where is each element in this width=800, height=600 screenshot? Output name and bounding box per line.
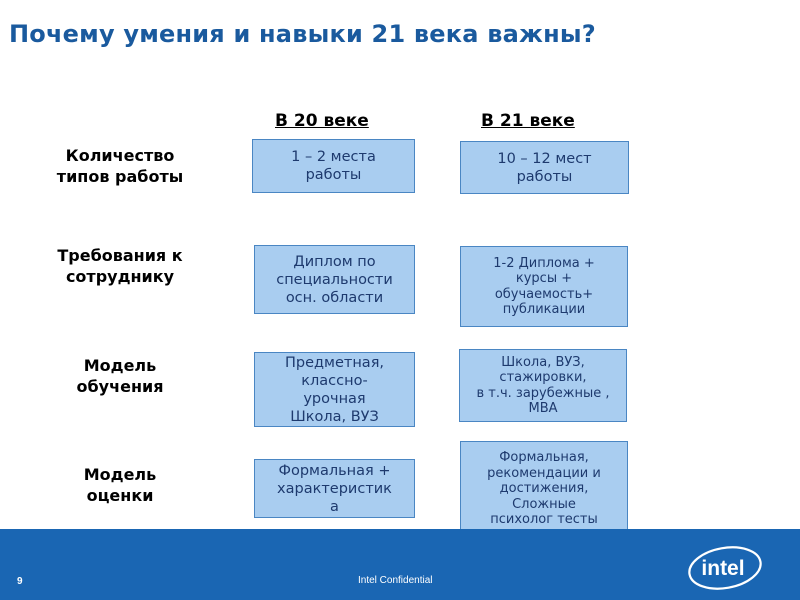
- cell-text: 10 – 12 мест работы: [497, 150, 592, 185]
- confidential-label: Intel Confidential: [358, 575, 433, 586]
- column-header-21st-century: В 21 веке: [481, 111, 575, 131]
- cell-20th-assessment-model: [254, 459, 415, 518]
- row-label-requirements: Требования к сотруднику: [57, 246, 183, 286]
- slide-title: Почему умения и навыки 21 века важны?: [9, 20, 596, 48]
- cell-21st-job-types: [460, 141, 629, 194]
- cell-21st-learning-model: [459, 349, 627, 422]
- cell-text: Диплом по специальности осн. области: [276, 253, 393, 306]
- row-label-learning-model: Модель обучения: [76, 356, 164, 396]
- cell-text: Формальная + характеристик а: [277, 462, 392, 515]
- intel-logo-icon: [685, 544, 765, 592]
- cell-text: Школа, ВУЗ, стажировки, в т.ч. зарубежные , МВА: [476, 354, 610, 416]
- cell-text: 1-2 Диплома + курсы + обучаемость+ публикации: [493, 255, 595, 317]
- cell-20th-requirements: [254, 245, 415, 314]
- cell-21st-assessment-model: [460, 441, 628, 537]
- page-number: 9: [17, 576, 23, 587]
- intel-logo-text: intel: [701, 557, 745, 580]
- footer-bar: [0, 529, 800, 600]
- cell-text: Формальная, рекомендации и достижения, Сложные психолог тесты: [487, 450, 601, 528]
- cell-21st-requirements: [460, 246, 628, 327]
- cell-text: 1 – 2 места работы: [291, 149, 376, 183]
- cell-20th-learning-model: [254, 352, 415, 427]
- cell-20th-job-types: [252, 139, 415, 193]
- column-header-20th-century: В 20 веке: [275, 111, 369, 131]
- cell-text: Предметная, классно- урочная Школа, ВУЗ: [284, 354, 385, 425]
- row-label-job-types: Количество типов работы: [56, 146, 184, 186]
- row-label-assessment-model: Модель оценки: [83, 465, 157, 505]
